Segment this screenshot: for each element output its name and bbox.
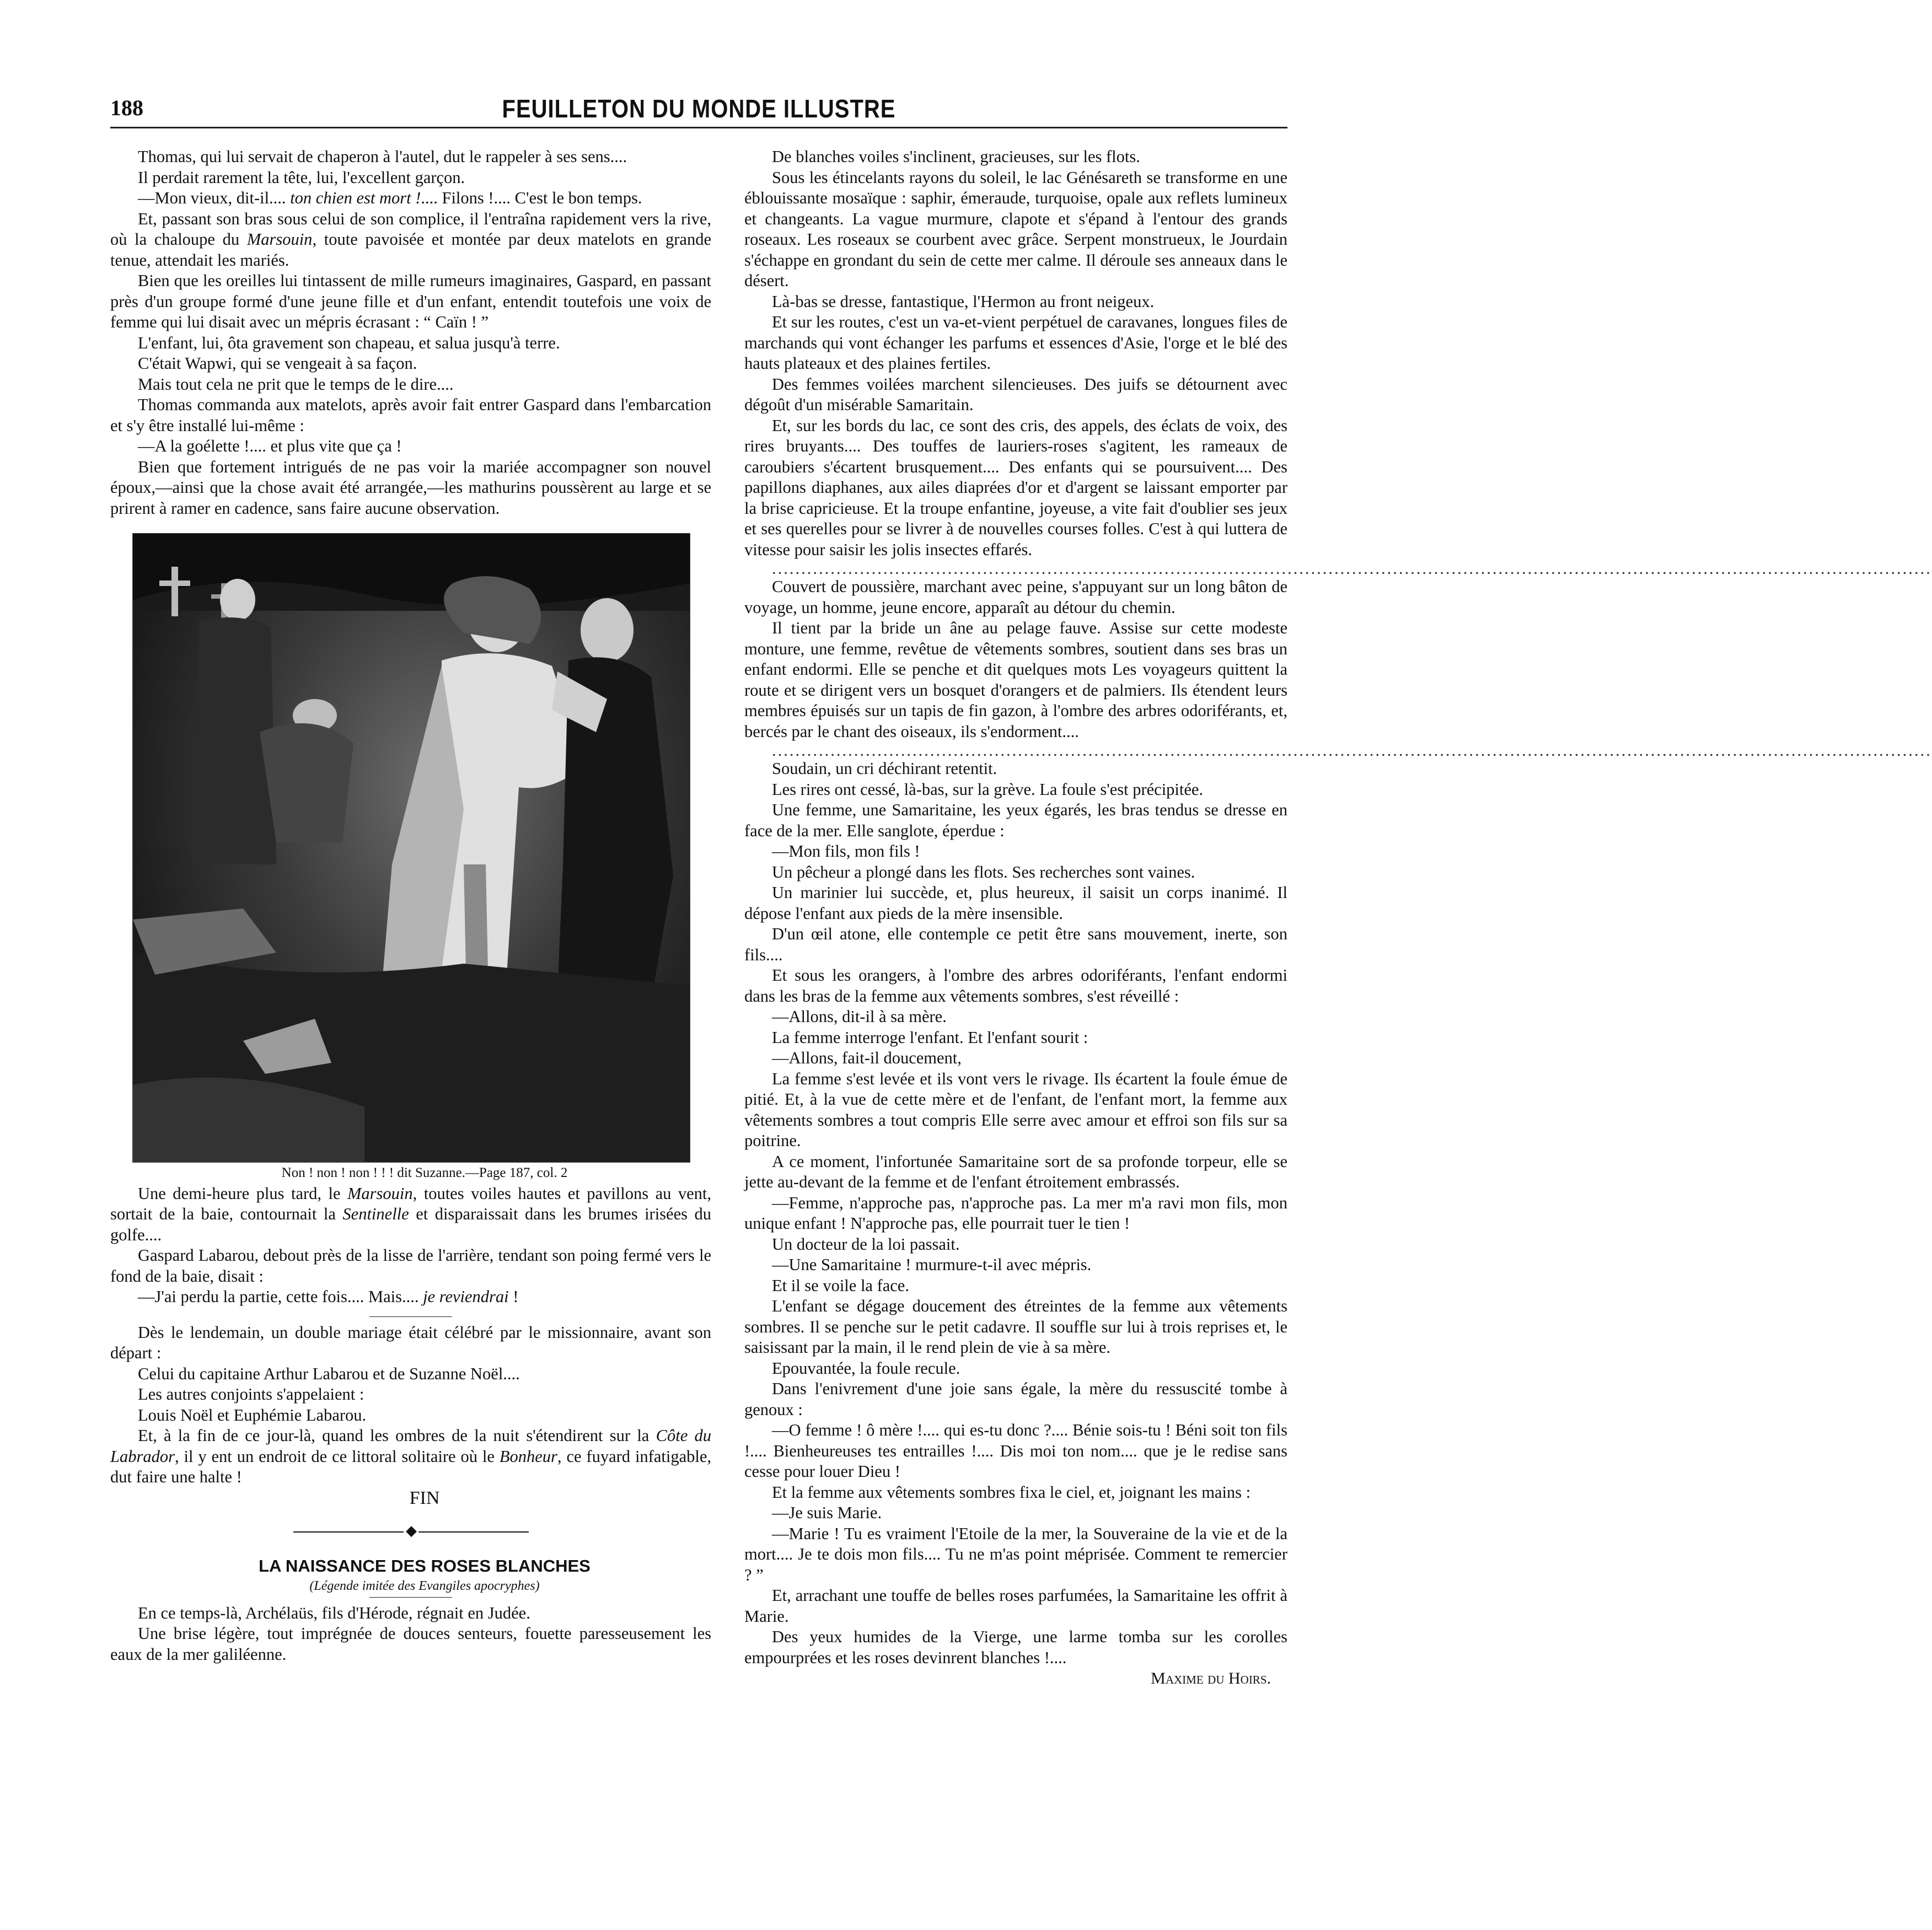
figure-caption: Non ! non ! non ! ! ! dit Suzanne.—Page 187, col. 2 — [281, 1165, 568, 1180]
paragraph: Un pêcheur a plongé dans les flots. Ses recherches sont vaines. — [772, 862, 1195, 881]
paragraph: Une demi-heure plus tard, le Marsouin, toutes voiles hautes et pavillons au vent, sortait de la baie, contournait la Sentinelle et disparaissait dans les brumes irisées du golfe.... — [110, 1184, 712, 1244]
paragraph: Des yeux humides de la Vierge, une larme tomba sur les corolles empourprées et les roses devinrent blanches !.... — [744, 1627, 1287, 1667]
story-title: LA NAISSANCE DES ROSES BLANCHES — [259, 1556, 591, 1576]
paragraph: —O femme ! ô mère !.... qui es-tu donc ?.... Bénie sois-tu ! Béni soit ton fils !.... Bienheureuses tes entrailles !.... Dis moi ton nom.... que je le redise sans cesse pour louer Dieu ! — [744, 1421, 1287, 1481]
paragraph: —Allons, dit-il à sa mère. — [772, 1007, 947, 1026]
paragraph: Et, arrachant une touffe de belles roses parfumées, la Samaritaine les offrit à Marie. — [744, 1586, 1287, 1626]
paragraph: Epouvantée, la foule recule. — [772, 1358, 960, 1378]
paragraph: Bien que fortement intrigués de ne pas voir la mariée accompagner son nouvel époux,—ainsi que la chose avait été arrangée,—les mathurins poussèrent au large et se prirent à ramer en cadence, sans faire aucune observation. — [110, 457, 711, 518]
paragraph: Un marinier lui succède, et, plus heureux, il saisit un corps inanimé. Il dépose l'enfant aux pieds de la mère insensible. — [744, 883, 1287, 923]
paragraph: Et sous les orangers, à l'ombre des arbres odoriférants, l'enfant endormi dans les bras de la femme aux vêtements sombres, s'est réveillé : — [744, 966, 1287, 1006]
paragraph: Et la femme aux vêtements sombres fixa le ciel, et, joignant les mains : — [772, 1482, 1251, 1502]
engraving-illustration — [132, 533, 690, 1163]
paragraph: Louis Noël et Euphémie Labarou. — [138, 1405, 367, 1424]
paragraph: L'enfant se dégage doucement des étreintes de la femme aux vêtements sombres. Il se penche sur le petit cadavre. Il souffle sur lui à trois reprises et, le saisissant par la main, il le rend plein de vie à sa mère. — [744, 1297, 1287, 1357]
paragraph: L'enfant, lui, ôta gravement son chapeau, et salua jusqu'à terre. — [138, 333, 560, 352]
paragraph: Une brise légère, tout imprégnée de douces senteurs, fouette paresseusement les eaux de la mer galiléenne. — [110, 1624, 711, 1664]
paragraph: Et, sur les bords du lac, ce sont des cris, des appels, des éclats de voix, des rires bruyants.... Des touffes de lauriers-roses s'agitent, les rameaux de caroubiers s'écartent brusquement.... Des enfants qui se poursuivent.... Des papillons diaphanes, aux ailes diaprées d'or et d'argent se laissant emporter par la brise capricieuse. Et la troupe enfantine, joyeuse, a vite fait d'oublier ses jeux et ses querelles pour se livrer à de nouvelles courses folles. C'est à qui luttera de vitesse pour saisir les jolis insectes effarés. — [744, 416, 1287, 559]
left-column — [110, 147, 711, 1665]
paragraph: C'était Wapwi, qui se vengeait à sa façon. — [138, 354, 417, 373]
paragraph: —A la goélette !.... et plus vite que ça ! — [138, 437, 402, 455]
paragraph: La femme s'est levée et ils vont vers le rivage. Ils écartent la foule émue de pitié. Et, à la vue de cette mère et de l'enfant, de l'enfant mort, la femme aux vêtements sombres a tout compris Elle serre avec amour et effroi son fils sur sa poitrine. — [744, 1069, 1287, 1150]
right-column — [744, 147, 1932, 1689]
paragraph: —Femme, n'approche pas, n'approche pas. La mer m'a ravi mon fils, mon unique enfant ! N'approche pas, elle pourrait tuer le tien ! — [744, 1193, 1287, 1233]
paragraph: Une femme, une Samaritaine, les yeux égarés, les bras tendus se dresse en face de la mer. Elle sanglote, éperdue : — [744, 800, 1287, 840]
paragraph: D'un œil atone, elle contemple ce petit être sans mouvement, inerte, son fils.... — [744, 924, 1287, 964]
paragraph: —Marie ! Tu es vraiment l'Etoile de la mer, la Souveraine de la vie et de la mort.... Je te dois mon fils.... Tu ne m'as point méprisée. Comment te remercier ? ” — [744, 1524, 1287, 1584]
ornament-divider: ◆ — [110, 1520, 711, 1541]
paragraph: A ce moment, l'infortunée Samaritaine sort de sa profonde torpeur, elle se jette au-devant de la femme et de l'enfant étroitement embrassés. — [744, 1152, 1287, 1191]
paragraph: Gaspard Labarou, debout près de la lisse de l'arrière, tendant son poing fermé vers le fond de la baie, disait : — [110, 1246, 711, 1286]
running-title: FEUILLETON DU MONDE ILLUSTRE — [502, 95, 896, 123]
paragraph: Soudain, un cri déchirant retentit. — [772, 759, 997, 778]
paragraph: Et il se voile la face. — [772, 1276, 909, 1295]
paragraph: Dès le lendemain, un double mariage était célébré par le missionnaire, avant son départ : — [110, 1322, 711, 1362]
subtitle-rule — [369, 1597, 452, 1598]
dot-leader: ...................................................................................................................................................................................................... — [772, 741, 1932, 760]
paragraph: —Mon vieux, dit-il.... ton chien est mort !.... Filons !.... C'est le bon temps. — [138, 189, 642, 207]
story-subtitle: (Légende imitée des Evangiles apocryphes) — [309, 1579, 540, 1593]
paragraph: Un docteur de la loi passait. — [772, 1234, 960, 1254]
paragraph: Et, passant son bras sous celui de son complice, il l'entraîna rapidement vers la rive, où la chaloupe du Marsouin, toute pavoisée et montée par deux matelots en grande tenue, attendait les mariés. — [110, 209, 711, 270]
paragraph: En ce temps-là, Archélaüs, fils d'Hérode, régnait en Judée. — [138, 1603, 530, 1622]
paragraph: Dans l'enivrement d'une joie sans égale, la mère du ressuscité tombe à genoux : — [744, 1379, 1287, 1419]
paragraph: Mais tout cela ne prit que le temps de le dire.... — [138, 374, 454, 394]
author-signature: Maxime du Hoirs. — [1151, 1669, 1271, 1687]
paragraph: Là-bas se dresse, fantastique, l'Hermon au front neigeux. — [772, 292, 1155, 311]
paragraph: —Je suis Marie. — [772, 1503, 882, 1522]
paragraph: Et, à la fin de ce jour-là, quand les ombres de la nuit s'étendirent sur la Côte du Labrador, il y ent un endroit de ce littoral solitaire où le Bonheur, ce fuyard infatigable, dut faire une halte ! — [110, 1426, 711, 1486]
paragraph: Les rires ont cessé, là-bas, sur la grève. La foule s'est précipitée. — [772, 779, 1204, 799]
page-number: 188 — [110, 95, 143, 120]
section-rule — [369, 1316, 452, 1317]
paragraph: Thomas commanda aux matelots, après avoir fait entrer Gaspard dans l'embarcation et s'y être installé lui-même : — [110, 395, 711, 435]
fin-label: FIN — [409, 1487, 440, 1508]
paragraph: De blanches voiles s'inclinent, gracieuses, sur les flots. — [772, 147, 1140, 166]
paragraph: Et sur les routes, c'est un va-et-vient perpétuel de caravanes, longues files de marchands qui vont échanger les parfums et essences d'Asie, l'orge et le blé des hauts plateaux et des plaines fertiles. — [744, 313, 1287, 373]
page-header — [110, 95, 1287, 128]
paragraph: Il perdait rarement la tête, lui, l'excellent garçon. — [138, 168, 465, 187]
paragraph: Bien que les oreilles lui tintassent de mille rumeurs imaginaires, Gaspard, en passant près d'un groupe formé d'une jeune fille et d'un enfant, entendit toutefois une voix de femme qui lui disait avec un mépris écrasant : “ Caïn ! ” — [110, 271, 711, 331]
illustration-drawing — [133, 534, 690, 1162]
paragraph: Celui du capitaine Arthur Labarou et de Suzanne Noël.... — [138, 1364, 520, 1383]
paragraph: Couvert de poussière, marchant avec peine, s'appuyant sur un long bâton de voyage, un homme, jeune encore, apparaît au détour du chemin. — [744, 577, 1287, 617]
paragraph: Sous les étincelants rayons du soleil, le lac Génésareth se transforme en une éblouissante mosaïque : saphir, émeraude, turquoise, opale aux reflets lumineux et changeants. La vague murmure, clapote et s'épand à l'entour des grands roseaux. Les roseaux se courbent avec grâce. Serpent monstrueux, le Jourdain s'échappe en grondant du sein de cette mer calme. Il déroule ses anneaux dans le désert. — [744, 168, 1287, 290]
paragraph: Thomas, qui lui servait de chaperon à l'autel, dut le rappeler à ses sens.... — [138, 147, 627, 166]
paragraph: —J'ai perdu la partie, cette fois.... Mais.... je reviendrai ! — [138, 1287, 519, 1306]
paragraph: —Mon fils, mon fils ! — [772, 842, 920, 861]
paragraph: —Allons, fait-il doucement, — [772, 1049, 962, 1067]
paragraph: —Une Samaritaine ! murmure-t-il avec mépris. — [772, 1255, 1092, 1274]
paragraph: Des femmes voilées marchent silencieuses. Des juifs se détournent avec dégoût d'un misérable Samaritain. — [744, 374, 1287, 414]
paragraph: Il tient par la bride un âne au pelage fauve. Assise sur cette modeste monture, une femme, revêtue de vêtements sombres, soutient dans ses bras un enfant endormi. Elle se penche et dit quelques mots Les voyageurs quittent la route et se dirigent vers un bosquet d'orangers et de palmiers. Ils étendent leurs membres épuisés sur un tapis de fin gazon, à l'ombre des arbres odoriférants, et, bercés par le chant des oiseaux, ils s'endorment.... — [744, 619, 1287, 741]
dot-leader: ...................................................................................................................................................................................................... — [772, 559, 1932, 578]
paragraph: Les autres conjoints s'appelaient : — [138, 1385, 364, 1404]
paragraph: La femme interroge l'enfant. Et l'enfant sourit : — [772, 1028, 1088, 1047]
header-rule — [110, 127, 1287, 128]
